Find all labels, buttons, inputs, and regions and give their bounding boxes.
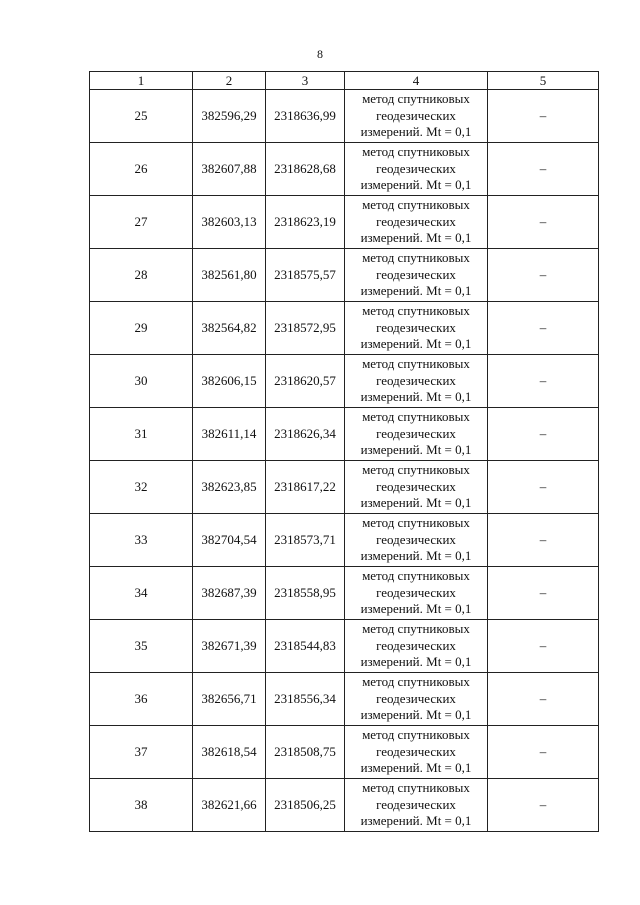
table-row	[90, 302, 599, 355]
note-dash: –	[488, 673, 599, 726]
table-row	[90, 196, 599, 249]
y-coordinate: 2318508,75	[266, 726, 345, 779]
method-description: метод спутниковых геодезических измерений. Mt = 0,1	[345, 567, 488, 620]
x-coordinate: 382618,54	[193, 726, 266, 779]
method-description: метод спутниковых геодезических измерений. Mt = 0,1	[345, 302, 488, 355]
column-header-5: 5	[488, 72, 599, 90]
note-dash: –	[488, 355, 599, 408]
table-row	[90, 726, 599, 779]
y-coordinate: 2318628,68	[266, 143, 345, 196]
page-number: 8	[317, 47, 323, 61]
note-dash: –	[488, 90, 599, 143]
y-coordinate: 2318626,34	[266, 408, 345, 461]
method-description: метод спутниковых геодезических измерений. Mt = 0,1	[345, 90, 488, 143]
y-coordinate: 2318636,99	[266, 90, 345, 143]
point-number: 29	[90, 302, 193, 355]
note-dash: –	[488, 249, 599, 302]
table-row	[90, 249, 599, 302]
y-coordinate: 2318506,25	[266, 779, 345, 832]
point-number: 30	[90, 355, 193, 408]
point-number: 26	[90, 143, 193, 196]
x-coordinate: 382611,14	[193, 408, 266, 461]
column-header-3: 3	[266, 72, 345, 90]
point-number: 34	[90, 567, 193, 620]
x-coordinate: 382656,71	[193, 673, 266, 726]
point-number: 36	[90, 673, 193, 726]
y-coordinate: 2318617,22	[266, 461, 345, 514]
note-dash: –	[488, 408, 599, 461]
column-header-1: 1	[90, 72, 193, 90]
note-dash: –	[488, 143, 599, 196]
table-row	[90, 673, 599, 726]
point-number: 31	[90, 408, 193, 461]
table-row	[90, 620, 599, 673]
table-row	[90, 567, 599, 620]
x-coordinate: 382606,15	[193, 355, 266, 408]
point-number: 27	[90, 196, 193, 249]
note-dash: –	[488, 726, 599, 779]
point-number: 33	[90, 514, 193, 567]
y-coordinate: 2318544,83	[266, 620, 345, 673]
table-row	[90, 408, 599, 461]
method-description: метод спутниковых геодезических измерений. Mt = 0,1	[345, 779, 488, 832]
y-coordinate: 2318575,57	[266, 249, 345, 302]
table-row	[90, 461, 599, 514]
table-row	[90, 514, 599, 567]
point-number: 25	[90, 90, 193, 143]
x-coordinate: 382621,66	[193, 779, 266, 832]
y-coordinate: 2318573,71	[266, 514, 345, 567]
y-coordinate: 2318620,57	[266, 355, 345, 408]
y-coordinate: 2318572,95	[266, 302, 345, 355]
x-coordinate: 382596,29	[193, 90, 266, 143]
table-row	[90, 355, 599, 408]
column-header-4: 4	[345, 72, 488, 90]
table-row	[90, 90, 599, 143]
x-coordinate: 382607,88	[193, 143, 266, 196]
note-dash: –	[488, 567, 599, 620]
x-coordinate: 382687,39	[193, 567, 266, 620]
point-number: 35	[90, 620, 193, 673]
x-coordinate: 382623,85	[193, 461, 266, 514]
x-coordinate: 382561,80	[193, 249, 266, 302]
note-dash: –	[488, 779, 599, 832]
x-coordinate: 382704,54	[193, 514, 266, 567]
method-description: метод спутниковых геодезических измерений. Mt = 0,1	[345, 355, 488, 408]
table-row	[90, 779, 599, 832]
method-description: метод спутниковых геодезических измерений. Mt = 0,1	[345, 408, 488, 461]
method-description: метод спутниковых геодезических измерений. Mt = 0,1	[345, 726, 488, 779]
point-number: 28	[90, 249, 193, 302]
coordinates-table	[89, 71, 599, 832]
y-coordinate: 2318556,34	[266, 673, 345, 726]
x-coordinate: 382564,82	[193, 302, 266, 355]
method-description: метод спутниковых геодезических измерений. Mt = 0,1	[345, 514, 488, 567]
table-header-row	[90, 72, 599, 90]
method-description: метод спутниковых геодезических измерений. Mt = 0,1	[345, 620, 488, 673]
note-dash: –	[488, 620, 599, 673]
y-coordinate: 2318623,19	[266, 196, 345, 249]
x-coordinate: 382671,39	[193, 620, 266, 673]
point-number: 32	[90, 461, 193, 514]
method-description: метод спутниковых геодезических измерений. Mt = 0,1	[345, 249, 488, 302]
method-description: метод спутниковых геодезических измерений. Mt = 0,1	[345, 196, 488, 249]
note-dash: –	[488, 461, 599, 514]
table-row	[90, 143, 599, 196]
method-description: метод спутниковых геодезических измерений. Mt = 0,1	[345, 461, 488, 514]
method-description: метод спутниковых геодезических измерений. Mt = 0,1	[345, 673, 488, 726]
note-dash: –	[488, 302, 599, 355]
note-dash: –	[488, 196, 599, 249]
point-number: 38	[90, 779, 193, 832]
y-coordinate: 2318558,95	[266, 567, 345, 620]
point-number: 37	[90, 726, 193, 779]
column-header-2: 2	[193, 72, 266, 90]
note-dash: –	[488, 514, 599, 567]
x-coordinate: 382603,13	[193, 196, 266, 249]
method-description: метод спутниковых геодезических измерений. Mt = 0,1	[345, 143, 488, 196]
